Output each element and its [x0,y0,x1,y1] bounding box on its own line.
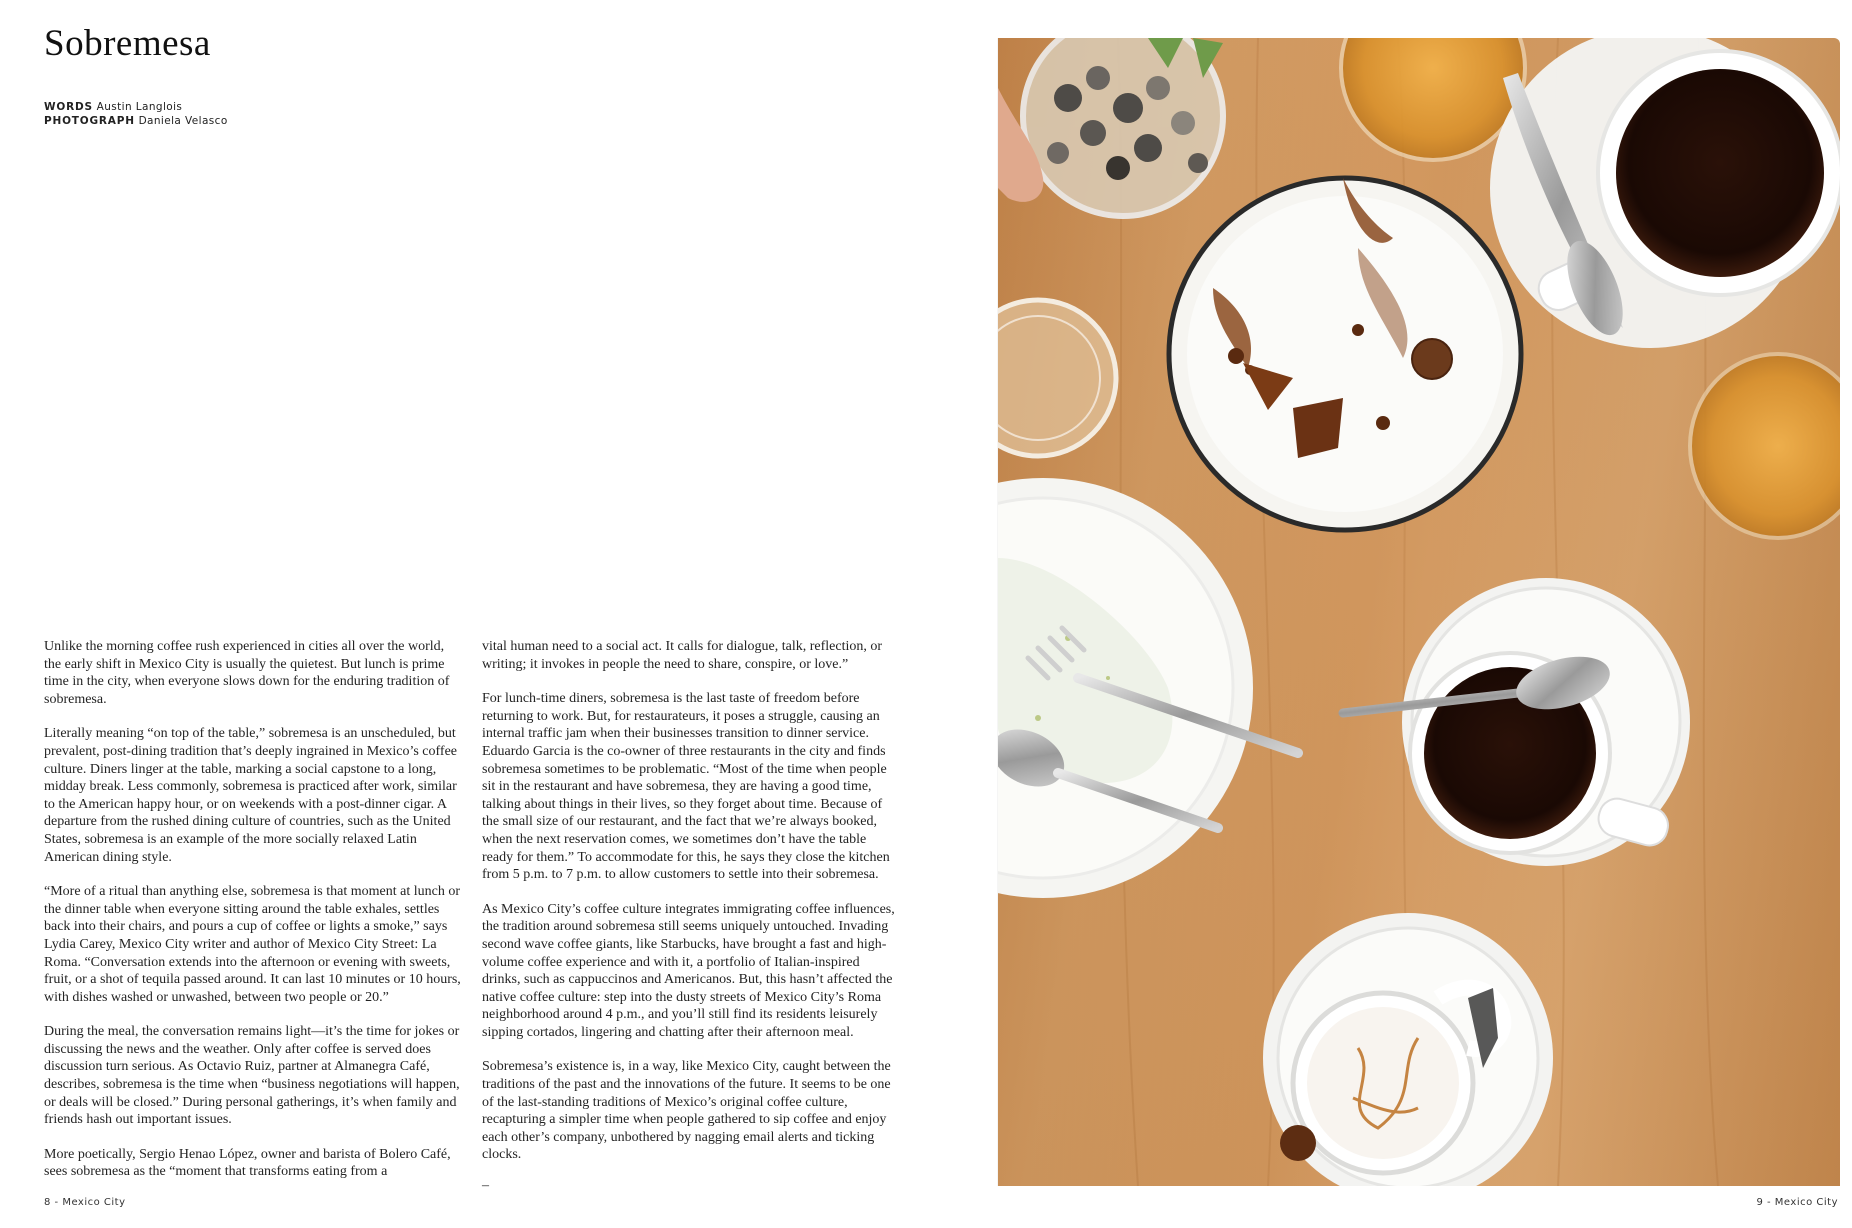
words-name: Austin Langlois [96,101,183,113]
paragraph: Unlike the morning coffee rush experienced in cities all over the world, the early shift in Mexico City is usually the quietest. But lunch is prime time in the city, when everyone slows down for the enduring tradition of sobremesa. [44,639,450,707]
paragraph: vital human need to a social act. It calls for dialogue, talk, reflection, or writing; it invokes in people the need to share, conspire, or love.” [482,639,883,672]
paragraph: For lunch-time diners, sobremesa is the last taste of freedom before returning to work. But, for restaurateurs, it poses a struggle, causing an internal traffic jam when their businesses transition to dinner service. Eduardo Garcia is the co-owner of three restaurants in the city and finds sobremesa sometimes to be problematic. “Most of the time when people sit in the restaurant and have sobremesa, they are having a good time, talking about things in their lives, so they forget about time. Because of the small size of our restaurant, and the fact that we’re always booked, when the next reservation comes, we sometimes don’t have the table ready for them.” To accommodate for this, he says they close the kitchen from 5 p.m. to 7 p.m. to allow customers to settle into their sobremesa. [482,691,890,883]
body-column-2 [482,638,900,1194]
article-title: Sobremesa [44,23,211,64]
dessert-plate [1169,178,1521,530]
paragraph: More poetically, Sergio Henao López, owner and barista of Bolero Café, sees sobremesa as the “moment that transforms eating from a [44,1146,451,1180]
right-page [990,0,1852,1228]
photo-credit [44,114,228,128]
photo-illustration [998,38,1840,1186]
paragraph: As Mexico City’s coffee culture integrates immigrating coffee influences, the tradition around sobremesa still seems uniquely untouched. Invading second wave coffee giants, like Starbucks, have brought a fast and high-volume coffee experience and with it, a portfolio of Italian-inspired drinks, such as cappuccinos and Americanos. But, this hasn’t affected the native coffee culture: step into the dusty streets of Mexico City’s Roma neighborhood around 4 p.m., and you’ll still find its residents leisurely sipping cortados, lingering and chatting after their afternoon meal. [482,901,895,1040]
photo-label: PHOTOGRAPH [44,115,135,127]
page-number-left: 8 - Mexico City [44,1197,126,1208]
paragraph: Sobremesa’s existence is, in a way, like Mexico City, caught between the traditions of the past and the innovations of the future. It seems to be one of the last-standing traditions of Mexico’s original coffee culture, recapturing a simpler time when people gathered to sip coffee and enjoy each other’s company, unbothered by nagging email alerts and ticking clocks. [482,1059,891,1163]
table-photo [998,38,1840,1186]
paragraph: During the meal, the conversation remains light—it’s the time for jokes or discussing the news and the weather. Only after coffee is served does discussion turn serious. As Octavio Ruiz, partner at Almanegra Café, describes, sobremesa is the time when “business negotiations will happen, or deals will be closed.” During personal gatherings, it’s when family and friends hash out important issues. [44,1024,460,1128]
paragraph: Literally meaning “on top of the table,” sobremesa is an unscheduled, but prevalent, post-dining tradition that’s deeply ingrained in Mexico’s coffee culture. Diners linger at the table, marking a social capstone to a long, midday break. Less commonly, sobremesa is practiced after work, similar to the American happy hour, or on weekends with a post-dinner cigar. A departure from the rushed dining culture of countries, such as the United States, sobremesa is an example of the more socially relaxed Latin American dining style. [44,726,458,865]
honey-jar-right [1690,354,1840,538]
body-column-1 [44,638,462,1181]
paragraph: “More of a ritual than anything else, sobremesa is that moment at lunch or the dinner table when everyone sitting around the table exhales, settles back into their chairs, and pours a cup of coffee or lights a smoke,” says Lydia Carey, Mexico City writer and author of Mexico City Street: La Roma. “Conversation extends into the afternoon or evening with sweets, fruit, or a shot of tequila passed around. It can last 10 minutes or 10 hours, with dishes washed or unwashed, between two people or 20.” [44,884,461,1005]
page-number-right: 9 - Mexico City [1756,1197,1838,1208]
stone-glass [1023,38,1223,216]
words-credit [44,100,228,114]
article-credits [44,100,228,128]
photo-name: Daniela Velasco [138,115,228,127]
words-label: WORDS [44,101,93,113]
end-mark: – [482,1178,489,1194]
